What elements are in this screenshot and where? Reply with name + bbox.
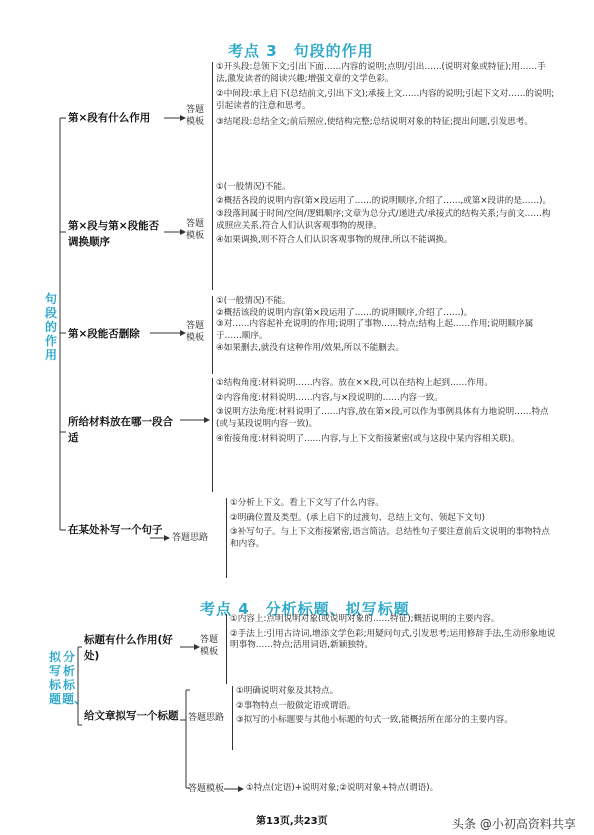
q5-item-3: ③补写句子。与上下文衔接紧密,语言简洁。总结性句子要注意前后文说明的事物特点和内容。 xyxy=(230,527,550,550)
q-add-sentence: 在某处补写一个句子 xyxy=(68,524,163,536)
section-4-side-label-col1: 分析标题、 xyxy=(62,650,87,706)
q-paragraph-delete: 第×段能否删除 xyxy=(68,328,140,340)
s4-q1-template-label: 答题模板 xyxy=(200,635,219,657)
s4-q1-item-2: ②手法上:引用古诗词,增添文学色彩;用疑问句式,引发思考;运用修辞手法,生动形象地说明事物……特点;活用词语,新颖独特。 xyxy=(230,628,556,651)
s4-q2-template-text: ①特点(定语)+说明对象;②说明对象+特点(谓语)。 xyxy=(246,783,439,793)
q1-brace xyxy=(212,62,213,188)
q2-items xyxy=(216,182,556,247)
q4-brace xyxy=(212,378,213,492)
q1-item-3: ③结尾段:总结全文;前后照应,使结构完整;总结说明对象的特征;提出问题,引发思考。 xyxy=(216,116,533,127)
s4-q2-item-3: ③拟写的小标题要与其他小标题的句式一致,能概括所在部分的主要内容。 xyxy=(236,715,513,726)
q1-item-2: ②中间段:承上启下(总结前文,引出下文);承接上文……内容的说明;引起下文对……的说明;引起读者的注意和思考。 xyxy=(216,89,555,112)
q-write-title: 给文章拟写一个标题 xyxy=(84,710,179,722)
q3-items xyxy=(216,296,556,355)
q5-brace xyxy=(226,498,227,578)
q2-item-1: ①(一般情况)不能。 xyxy=(216,182,291,192)
watermark: 头条 @小初高资料共享 xyxy=(452,817,576,831)
q3-template-label: 答题模板 xyxy=(186,321,205,343)
q5-items xyxy=(230,498,556,551)
s4-q2-items xyxy=(236,686,556,727)
q5-item-2: ②明确位置及类型。(承上启下的过渡句、总结上文句、领起下文句) xyxy=(230,512,486,523)
q4-item-3: ③说明方法角度:材料说明了……内容,放在第×段,可以作为事例具体有力地说明……特点(或与某段说明内容一致)。 xyxy=(216,407,549,430)
q5-item-1: ①分析上下文。看上下文写了什么内容。 xyxy=(230,498,384,508)
s4-q1-brace xyxy=(226,614,227,684)
section-4-title: 考点 4 分析标题、拟写标题 xyxy=(200,600,410,618)
s4-q2-item-2: ②事物特点一般做定语或谓语。 xyxy=(236,700,356,711)
s4-q2-brace xyxy=(232,686,233,750)
q5-idea-label: 答题思路 xyxy=(172,533,209,543)
s4-q2-item-1: ①明确说明对象及其特点。 xyxy=(236,686,339,696)
q-paragraph-function: 第×段有什么作用 xyxy=(68,112,151,124)
page-number: 第13页,共23页 xyxy=(256,816,328,827)
q2-template-label: 答题模板 xyxy=(186,219,205,241)
s4-q2-idea-label: 答题思路 xyxy=(188,713,225,723)
q2-item-4: ④如果调换,则不符合人们认识客观事物的规律,所以不能调换。 xyxy=(216,234,453,245)
q1-item-1: ①开头段:总领下文;引出下面……内容的说明;点明/引出……(说明对象或特征);用……手法,激发读者的阅读兴趣;增强文章的文学色彩。 xyxy=(216,62,546,84)
q4-items xyxy=(216,378,556,446)
section-4-side-label-col2: 拟写标题 xyxy=(48,650,61,706)
q2-item-2: ②概括各段的说明内容(第×段运用了……的说明顺序,介绍了……,或第×段讲的是……)。 xyxy=(216,195,552,206)
q3-item-1: ①(一般情况)不能。 xyxy=(216,296,291,306)
q-paragraph-swap: 第×段与第×段能否调换顺序 xyxy=(68,220,160,248)
q3-item-2: ②概括该段的说明内容(第×段运用了……的说明顺序,介绍了……)。 xyxy=(216,307,473,318)
q1-template-label: 答题模板 xyxy=(186,105,205,127)
section-3-side-label: 句段的作用 xyxy=(44,292,57,362)
q2-item-3: ③段落间属于时间/空间/逻辑顺序;文章为总分式/递进式/承接式的结构关系;与前文……构成照应关系,符合人们认识客观事物的规律。 xyxy=(216,209,551,232)
q2-brace xyxy=(212,182,213,290)
q-title-function: 标题有什么作用(好处) xyxy=(84,634,173,662)
q3-brace xyxy=(212,296,213,374)
q3-item-4: ④如果删去,就没有这种作用/效果,所以不能删去。 xyxy=(216,342,404,353)
s4-q1-items xyxy=(230,614,556,652)
q4-item-4: ④衔接角度:材料说明了……内容,与上下文衔接紧密(或与这段中某内容相关联)。 xyxy=(216,433,520,444)
q4-item-1: ①结构角度:材料说明……内容。放在××段,可以在结构上起到……作用。 xyxy=(216,378,493,388)
q-material-placement: 所给材料放在哪一段合适 xyxy=(68,416,173,444)
s4-q2-template-label: 答题模板 xyxy=(188,784,225,794)
q1-items xyxy=(216,62,556,129)
section-3-title: 考点 3 句段的作用 xyxy=(228,42,374,60)
q3-item-3: ③对……内容起补充说明的作用;说明了事物……特点;结构上起……作用;说明顺序属于……顺序。 xyxy=(216,319,534,342)
s4-q1-item-1: ①内容上:点明说明对象(或说明对象的……特征);概括说明的主要内容。 xyxy=(230,614,500,624)
q4-item-2: ②内容角度:材料说明……内容,与×段说明的……内容一致。 xyxy=(216,392,443,403)
